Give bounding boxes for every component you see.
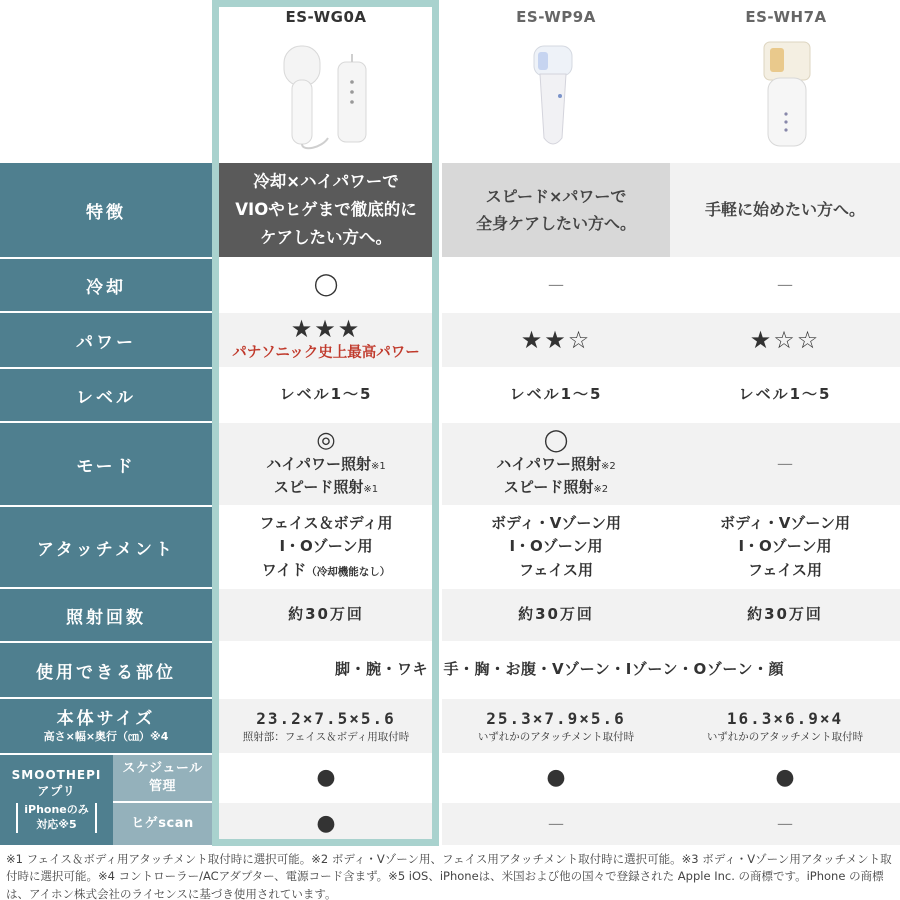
cooling-cell-1: ◯ (219, 259, 433, 313)
shots-cell-1: 約30万回 (219, 589, 433, 643)
size-value-3: 16.3×6.9×4 (726, 708, 844, 728)
row-label-app (0, 755, 113, 847)
power-stars-2: ★★☆ (442, 313, 670, 369)
row-label-feature: 特徴 (0, 163, 212, 259)
attachment-3-line1: ボディ・Vゾーン用 (719, 514, 851, 533)
app-iphone-only: iPhoneのみ 対応※5 (16, 803, 97, 833)
row-label-parts: 使用できる部位 (0, 643, 212, 699)
mode-note2-2: ※2 (593, 484, 609, 496)
size-cell-3 (670, 699, 900, 755)
cooling-cell-3: — (670, 259, 900, 313)
mode-cell-1 (219, 423, 433, 507)
product-image-2 (516, 38, 596, 158)
attachment-1-line2: I・Oゾーン用 (279, 537, 373, 556)
mode-line2-2: スピード照射 (503, 478, 594, 497)
product-name-2: ES-WP9A (516, 8, 596, 26)
scan-cell-1: ● (219, 803, 433, 847)
attachment-2-line1: ボディ・Vゾーン用 (490, 514, 622, 533)
attachment-cell-1 (219, 507, 433, 589)
cooling-cell-2: — (442, 259, 670, 313)
size-note-2: いずれかのアタッチメント取付時 (477, 730, 635, 743)
row-label-shots: 照射回数 (0, 589, 212, 643)
mode-note1-2: ※2 (600, 460, 616, 472)
row-label-power: パワー (0, 313, 212, 369)
schedule-cell-1: ● (219, 755, 433, 803)
footnotes: ※1 フェイス＆ボディ用アタッチメント取付時に選択可能。※2 ボディ・Vゾーン用、フェイス用アタッチメント取付時に選択可能。※3 ボディ・Vゾーン用アタッチメント取付時に選択可能。※4 コントローラー/ACアダプター、電源コード含まず。※5 iOS、iPhoneは、米国および他の国々で登録された Apple Inc. の商標です。iPhone の商標は、アイホン株式会社のライセンスに基づき使用されています。 (6, 852, 892, 900)
row-label-cooling: 冷却 (0, 259, 212, 313)
size-note-1: 照射部：フェイス＆ボディ用取付時 (242, 730, 410, 743)
mode-note1-1: ※1 (370, 460, 386, 472)
mode-cell-2 (442, 423, 670, 507)
shots-cell-3: 約30万回 (670, 589, 900, 643)
power-cell-1 (219, 313, 433, 369)
attachment-2-line3: フェイス用 (518, 560, 594, 579)
mode-line2-1: スピード照射 (273, 478, 364, 497)
power-stars-3: ★☆☆ (670, 313, 900, 369)
size-label: 本体サイズ (56, 708, 156, 729)
mode-line1-2: ハイパワー照射 (496, 454, 601, 473)
size-cell-2 (442, 699, 670, 755)
app-label: SMOOTHEPI アプリ (11, 767, 102, 799)
scan-cell-3: — (670, 803, 900, 847)
attachment-cell-3 (670, 507, 900, 589)
attachment-1-line1: フェイス＆ボディ用 (259, 514, 393, 533)
schedule-cell-3: ● (670, 755, 900, 803)
size-note-3: いずれかのアタッチメント取付時 (706, 730, 864, 743)
attachment-1-line3: ワイド (261, 560, 307, 579)
row-label-attachment: アタッチメント (0, 507, 212, 589)
product-name-3: ES-WH7A (745, 8, 827, 26)
size-sublabel: 高さ×幅×奥行（㎝）※4 (43, 729, 169, 743)
power-note: パナソニック史上最高パワー (232, 344, 420, 361)
row-label-scan: ヒゲscan (113, 803, 212, 847)
attachment-3-line3: フェイス用 (747, 560, 823, 579)
mode-symbol-1: ◎ (316, 427, 336, 453)
row-label-mode: モード (0, 423, 212, 507)
attachment-cell-2 (442, 507, 670, 589)
mode-symbol-2: ◯ (543, 427, 569, 453)
level-cell-2: レベル1〜5 (442, 369, 670, 423)
size-value-1: 23.2×7.5×5.6 (256, 708, 396, 728)
parts-cell: 脚・腕・ワキ・手・胸・お腹・Vゾーン・Iゾーン・Oゾーン・顔 (219, 643, 900, 699)
row-label-size (0, 699, 212, 755)
schedule-cell-2: ● (442, 755, 670, 803)
shots-cell-2: 約30万回 (442, 589, 670, 643)
scan-cell-2: — (442, 803, 670, 847)
product-image-3 (748, 36, 828, 156)
feature-cell-3: 手軽に始めたい方へ。 (670, 163, 900, 259)
attachment-3-line2: I・Oゾーン用 (738, 537, 832, 556)
feature-cell-1: 冷却×ハイパワーで VIOやヒゲまで徹底的に ケアしたい方へ。 (219, 163, 433, 259)
level-cell-1: レベル1〜5 (219, 369, 433, 423)
mode-note2-1: ※1 (363, 484, 379, 496)
mode-cell-3: — (670, 423, 900, 507)
size-cell-1 (219, 699, 433, 755)
attachment-1-note: （冷却機能なし） (306, 565, 391, 578)
mode-line1-1: ハイパワー照射 (266, 454, 371, 473)
feature-cell-2: スピード×パワーで 全身ケアしたい方へ。 (442, 163, 670, 259)
row-label-level: レベル (0, 369, 212, 423)
size-value-2: 25.3×7.9×5.6 (486, 708, 626, 728)
level-cell-3: レベル1〜5 (670, 369, 900, 423)
product-image-1 (270, 38, 390, 158)
power-stars-1: ★★★ (290, 314, 362, 343)
attachment-2-line2: I・Oゾーン用 (509, 537, 603, 556)
row-label-schedule: スケジュール 管理 (113, 755, 212, 803)
product-name-1: ES-WG0A (285, 8, 367, 26)
